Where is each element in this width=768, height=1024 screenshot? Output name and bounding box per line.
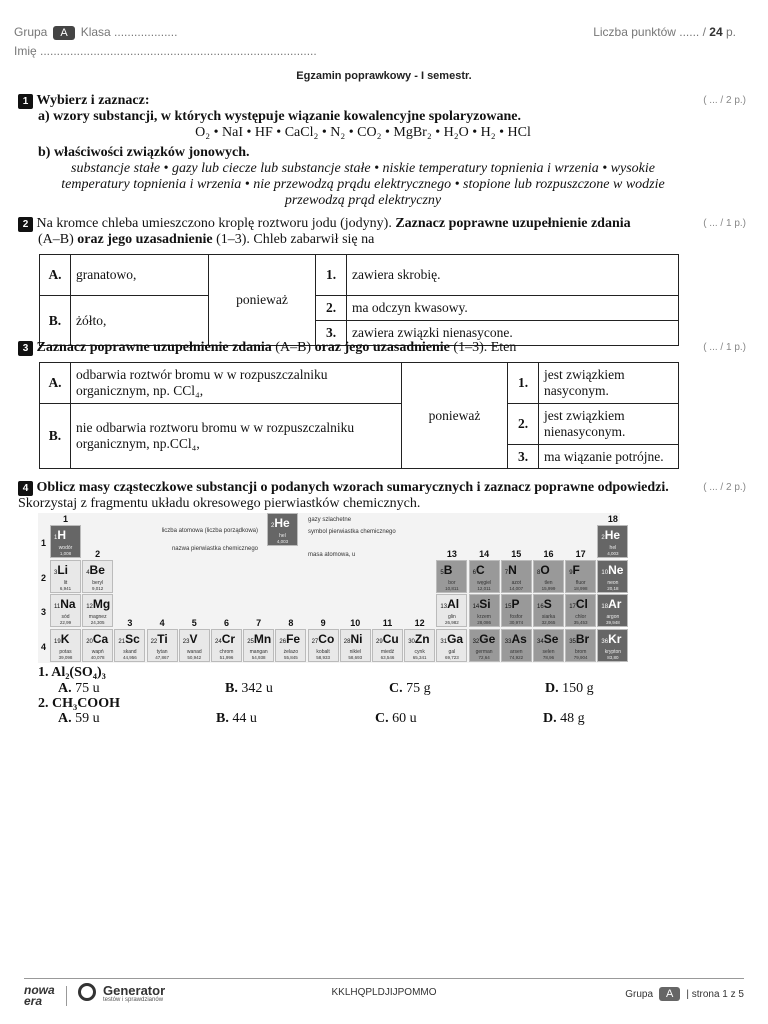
q3-reason-2-label[interactable]: 2. <box>508 404 539 445</box>
q2-reason-1-label[interactable]: 1. <box>316 255 347 296</box>
legend-label: gazy szlachetne <box>308 517 352 523</box>
q1-title: Wybierz i zaznacz: <box>36 93 150 108</box>
element-al: 13Al glin 26,982 <box>436 594 467 627</box>
q2-reason-2[interactable]: ma odczyn kwasowy. <box>347 296 679 321</box>
group-label: 2 <box>95 548 101 559</box>
q1-b-items[interactable]: substancje stałe • gazy lub ciecze lub substancje stałe • niskie temperatury topnienia i wrzenia • wysokie temperatury topnienia i wrzenia • nie przewodzą prądu elektrycznego • stopione lub rozpuszczone w wodzie przewodzą prąd elektryczny <box>61 161 665 208</box>
element-v: 23V wanad 50,942 <box>179 629 210 662</box>
group-label: 10 <box>350 617 361 628</box>
period-label: 2 <box>41 572 47 583</box>
element-cu: 29Cu miedź 63,546 <box>372 629 403 662</box>
legend-label: nazwa pierwiastka chemicznego <box>171 546 258 552</box>
q3-reason-1[interactable]: jest związkiem nasyconym. <box>539 363 679 404</box>
element-h: 1H wodór 1,008 <box>50 525 81 558</box>
period-label: 1 <box>41 538 47 548</box>
q2-points: ( ... / 1 p.) <box>703 218 746 229</box>
group-label: 13 <box>446 548 457 559</box>
generator-logo-text: Generator <box>103 983 166 998</box>
points-total: Liczba punktów ...... / 24 p. <box>593 25 736 39</box>
element-ar: 18Ar argon 39,948 <box>597 594 628 627</box>
question-3: 3 Zaznacz poprawne uzupełnienie zdania (A–B) oraz jego uzasadnienie (1–3). Eten <box>18 340 688 356</box>
nowa-era-logo: nowa era <box>24 983 55 1008</box>
element-he: 2He hel 4,003 <box>597 525 628 558</box>
element-ca: 20Ca wapń 40,078 <box>82 629 113 662</box>
q3-reason-3-label[interactable]: 3. <box>508 445 539 469</box>
q3-because: ponieważ <box>402 363 508 469</box>
group-badge: A <box>53 26 74 40</box>
q3-option-B-label[interactable]: B. <box>40 404 71 469</box>
q2-option-A-label[interactable]: A. <box>40 255 71 296</box>
q1-points: ( ... / 2 p.) <box>703 95 746 106</box>
element-k: 19K potas 39,098 <box>50 629 81 662</box>
group-label: 15 <box>511 548 522 559</box>
q1-a-items[interactable]: O₂ • NaI • HF • CaCl₂ • N₂ • CO₂ • MgBr₂ • H₂O • H₂ • HCl <box>195 125 531 140</box>
element-li: 3Li lit 6,941 <box>50 560 81 593</box>
element-as: 33As arsen 74,922 <box>501 629 532 662</box>
element-be: 4Be beryl 9,012 <box>82 560 113 593</box>
period-label: 3 <box>41 607 47 617</box>
legend-label: masa atomowa, u <box>308 552 356 558</box>
element-br: 35Br brom 79,904 <box>565 629 596 662</box>
q1-b-label: b) właściwości związków jonowych. <box>38 145 250 160</box>
q3-reason-3[interactable]: ma wiązanie potrójne. <box>539 445 679 469</box>
q2-reason-3[interactable]: zawiera związki nienasycone. <box>347 321 679 346</box>
group-label: 9 <box>320 617 326 628</box>
q4-s1-option-d[interactable]: D. 150 g <box>545 681 594 696</box>
question-number: 3 <box>18 341 33 356</box>
document-code: KKLHQPLDJIJPOMMO <box>331 987 437 998</box>
q3-points: ( ... / 1 p.) <box>703 342 746 353</box>
q4-s2-option-a[interactable]: A. 59 u <box>58 711 100 726</box>
question-2: 2 Na kromce chleba umieszczono kroplę roztworu jodu (jodyny). Zaznacz poprawne uzupełnienie zdania (A–B) oraz jego uzasadnienie (1–3). Chleb zabarwił się na <box>18 216 688 248</box>
group-label: 14 <box>479 548 490 559</box>
q4-s1-option-c[interactable]: C. 75 g <box>389 681 431 696</box>
group-label: 11 <box>382 617 393 628</box>
q2-reason-1[interactable]: zawiera skrobię. <box>347 255 679 296</box>
group-label: 7 <box>256 617 262 628</box>
q3-reason-1-label[interactable]: 1. <box>508 363 539 404</box>
q4-substance-2: 2. CH₃COOH <box>38 696 120 711</box>
element-mn: 25Mn mangan 54,938 <box>243 629 274 662</box>
element-si: 14Si krzem 28,086 <box>469 594 500 627</box>
element-mg: 12Mg magnez 24,305 <box>82 594 113 627</box>
question-number: 1 <box>18 94 33 109</box>
element-c: 6C węgiel 12,011 <box>469 560 500 593</box>
q4-s1-option-a[interactable]: A. 75 u <box>58 681 100 696</box>
q3-option-A[interactable]: odbarwia roztwór bromu w w rozpuszczalniku organicznym, np. CCl₄, <box>71 363 402 404</box>
element-zn: 30Zn cynk 65,341 <box>404 629 435 662</box>
q3-option-A-label[interactable]: A. <box>40 363 71 404</box>
element-p: 15P fosfor 30,974 <box>501 594 532 627</box>
q2-option-A[interactable]: granatowo, <box>71 255 209 296</box>
group-label: 17 <box>575 548 586 559</box>
legend-label: symbol pierwiastka chemicznego <box>308 529 396 535</box>
q4-points: ( ... / 2 p.) <box>703 482 746 493</box>
group-label: 6 <box>223 617 229 628</box>
group-label: 16 <box>543 548 554 559</box>
question-number: 2 <box>18 217 33 232</box>
q4-s2-option-b[interactable]: B. 44 u <box>216 711 257 726</box>
q4-s2-option-c[interactable]: C. 60 u <box>375 711 417 726</box>
element-kr: 36Kr krypton 83,80 <box>597 629 628 662</box>
element-ti: 22Ti tytan 47,867 <box>147 629 178 662</box>
group-label: 8 <box>288 617 294 628</box>
q3-option-B[interactable]: nie odbarwia roztworu bromu w w rozpuszczalniku organicznym, np.CCl₄, <box>71 404 402 469</box>
element-o: 8O tlen 15,999 <box>533 560 564 593</box>
element-f: 9F fluor 18,998 <box>565 560 596 593</box>
element-ga: 31Ga gal 69,723 <box>436 629 467 662</box>
element-ni: 28Ni nikiel 58,693 <box>340 629 371 662</box>
element-cl: 17Cl chlor 35,453 <box>565 594 596 627</box>
element-s: 16S siarka 32,065 <box>533 594 564 627</box>
element-ge: 32Ge german 72,64 <box>469 629 500 662</box>
q2-option-B-label[interactable]: B. <box>40 296 71 346</box>
name-field: Imię ................................................................................... <box>14 44 317 58</box>
element-fe: 26Fe żelazo 55,845 <box>275 629 306 662</box>
period-label: 4 <box>41 641 47 652</box>
element-b: 5B bor 10,811 <box>436 560 467 593</box>
q1-a-label: a) wzory substancji, w których występuje wiązanie kowalencyjne spolaryzowane. <box>38 109 521 124</box>
q3-reason-2[interactable]: jest związkiem nienasyconym. <box>539 404 679 445</box>
element-co: 27Co kobalt 58,933 <box>308 629 339 662</box>
group-label: 12 <box>414 617 425 628</box>
element-n: 7N azot 14,007 <box>501 560 532 593</box>
q2-reason-2-label[interactable]: 2. <box>316 296 347 321</box>
legend-label: liczba atomowa (liczba porządkowa) <box>161 528 258 534</box>
legend-sample-cell: 2He hel 4,003 <box>267 513 298 546</box>
periodic-table <box>38 513 624 663</box>
element-se: 34Se selen 78,96 <box>533 629 564 662</box>
page-title: Egzamin poprawkowy - I semestr. <box>296 70 472 82</box>
q3-answer-table <box>39 362 679 469</box>
footer <box>24 978 744 979</box>
element-na: 11Na sód 22,99 <box>50 594 81 627</box>
q2-answer-table <box>39 254 679 346</box>
q4-s2-option-d[interactable]: D. 48 g <box>543 711 585 726</box>
question-4: 4 Oblicz masy cząsteczkowe substancji o podanych wzorach sumarycznych i zaznacz poprawne odpowiedzi. Skorzystaj z fragmentu układu okresowego pierwiastków chemicznych. <box>18 480 669 511</box>
q4-substance-1: 1. Al₂(SO₄)₃ <box>38 665 106 680</box>
question-1 <box>18 93 688 209</box>
element-ne: 10Ne neon 20,18 <box>597 560 628 593</box>
question-number: 4 <box>18 481 33 496</box>
q4-s1-option-b[interactable]: B. 342 u <box>225 681 273 696</box>
q2-because: ponieważ <box>209 255 316 346</box>
group-label: 5 <box>191 617 197 628</box>
q2-reason-3-label[interactable]: 3. <box>316 321 347 346</box>
page-indicator: Grupa A | strona 1 z 5 <box>625 988 744 1000</box>
header-group: Grupa A Klasa ................... <box>14 25 178 39</box>
element-sc: 21Sc skand 44,956 <box>114 629 145 662</box>
group-label: 1 <box>62 514 68 524</box>
group-label: 18 <box>607 514 618 524</box>
q2-option-B[interactable]: żółto, <box>71 296 209 346</box>
group-label: 4 <box>159 617 165 628</box>
element-cr: 24Cr chrom 51,996 <box>211 629 242 662</box>
group-label: 3 <box>127 617 133 628</box>
